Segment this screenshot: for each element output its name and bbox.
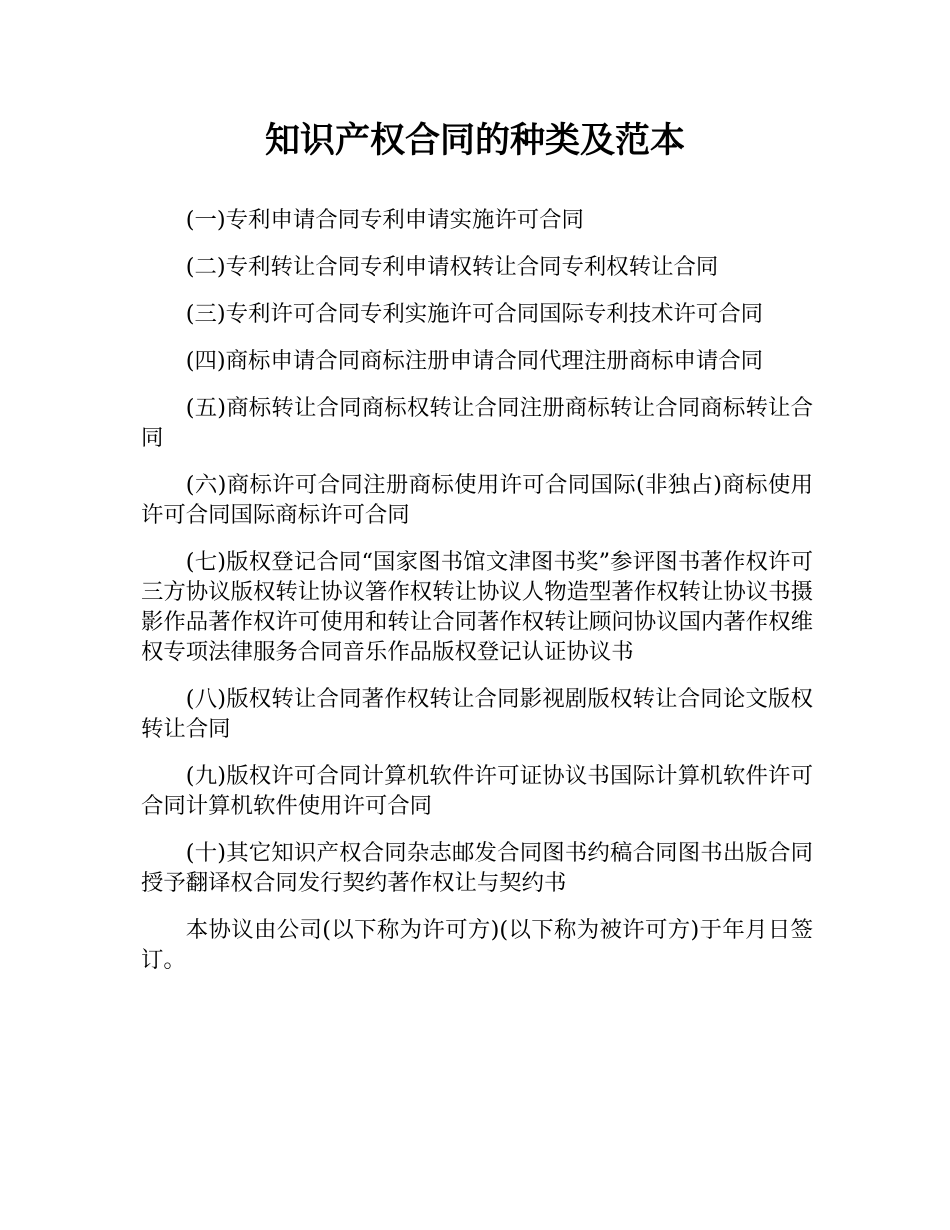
paragraph-11: 本协议由公司(以下称为许可方)(以下称为被许可方)于年月日签订。 [141, 917, 813, 973]
paragraph-3: (三)专利许可合同专利实施许可合同国际专利技术许可合同 [185, 301, 764, 327]
paragraph-8: (八)版权转让合同著作权转让合同影视剧版权转让合同论文版权转让合同 [141, 686, 813, 742]
document-title: 知识产权合同的种类及范本 [264, 121, 685, 161]
paragraph-4: (四)商标申请合同商标注册申请合同代理注册商标申请合同 [185, 348, 764, 374]
paragraph-9: (九)版权许可合同计算机软件许可证协议书国际计算机软件许可合同计算机软件使用许可合同 [141, 763, 813, 819]
paragraph-2: (二)专利转让合同专利申请权转让合同专利权转让合同 [185, 254, 719, 280]
paragraph-1: (一)专利申请合同专利申请实施许可合同 [185, 207, 584, 233]
document-body [141, 205, 813, 992]
paragraph-6: (六)商标许可合同注册商标使用许可合同国际(非独占)商标使用许可合同国际商标许可合同 [141, 472, 813, 528]
paragraph-10: (十)其它知识产权合同杂志邮发合同图书约稿合同图书出版合同授予翻译权合同发行契约著作权让与契约书 [141, 840, 813, 896]
paragraph-5: (五)商标转让合同商标权转让合同注册商标转让合同商标转让合同 [141, 395, 813, 451]
paragraph-7: (七)版权登记合同“国家图书馆文津图书奖”参评图书著作权许可三方协议版权转让协议箸作权转让协议人物造型著作权转让协议书摄影作品著作权许可使用和转让合同著作权转让顾问协议国内著作权维权专项法律服务合同音乐作品版权登记认证协议书 [141, 549, 813, 665]
